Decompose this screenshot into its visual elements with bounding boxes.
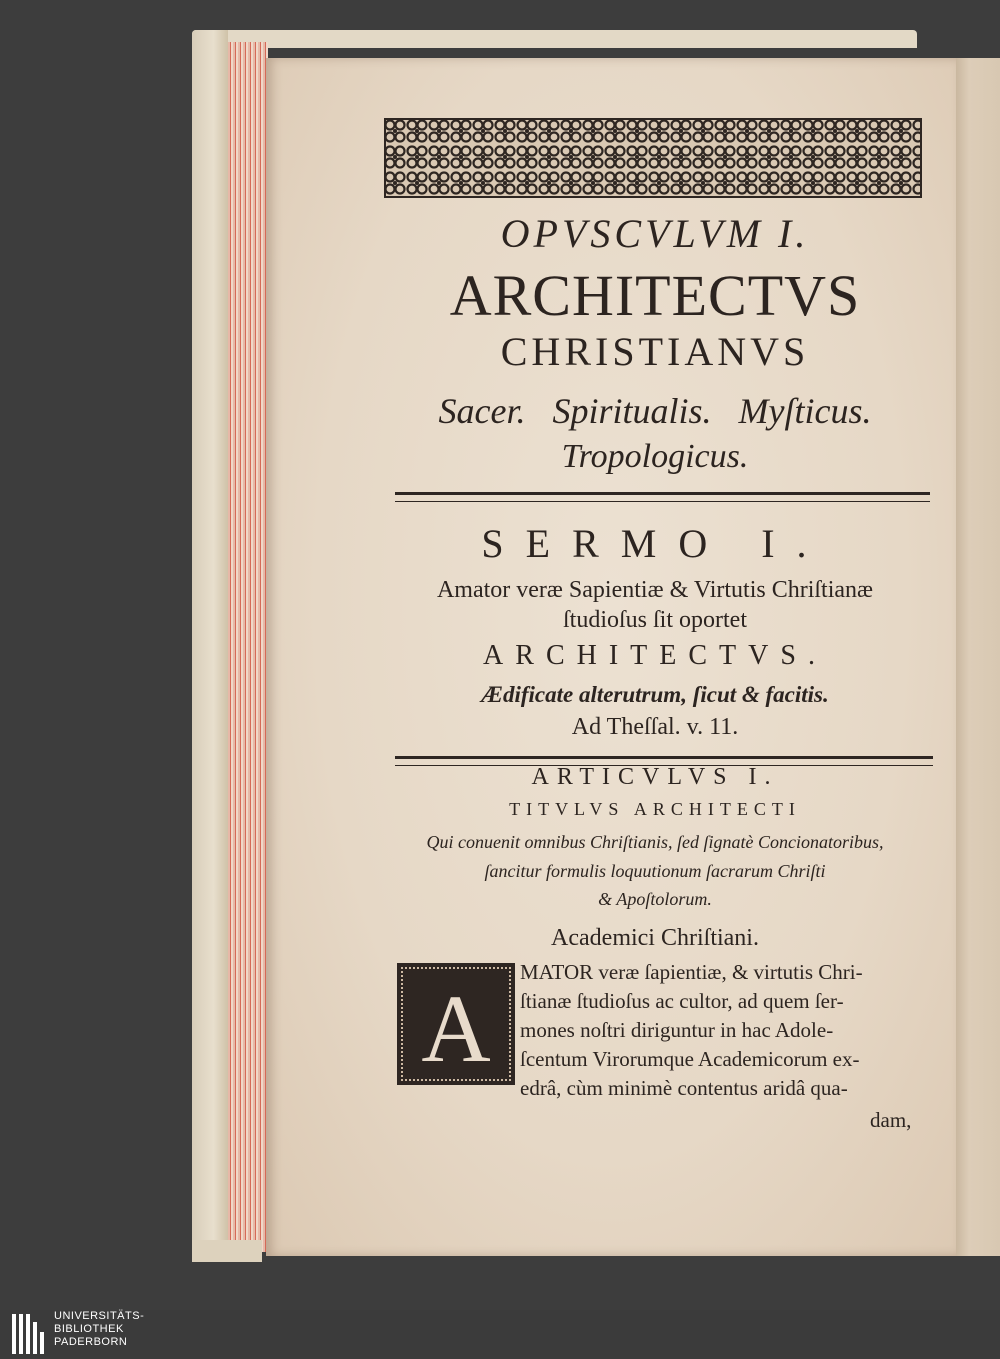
- christianus-heading: CHRISTIANVS: [500, 329, 810, 374]
- library-name-line-1: UNIVERSITÄTS-: [54, 1310, 145, 1322]
- facing-page-edge: [956, 58, 1000, 1256]
- description-line-1: Qui conuenit omnibus Chriſtianis, ſed ſignatè Concionatoribus,: [426, 832, 884, 852]
- body-line: edrâ, cùm minimè contentus aridâ qua-: [520, 1076, 848, 1100]
- description-line-2: ſancitur formulis loquutionum ſacrarum Chriſti: [484, 861, 826, 881]
- sermo-line-1: Amator veræ Sapientiæ & Virtutis Chriſtianæ: [436, 577, 874, 603]
- page-edges: [228, 42, 268, 1252]
- divider-rule: [395, 492, 930, 502]
- architectus-heading: ARCHITECTVS: [449, 263, 861, 328]
- academici-heading: Academici Chriſtiani.: [551, 925, 759, 951]
- sermo-heading: SERMO I.: [481, 521, 829, 566]
- book-cover-top: [192, 30, 917, 48]
- opusculum-heading: OPVSCVLVM I.: [500, 211, 810, 256]
- initial-letter: A: [421, 975, 491, 1082]
- library-logo-icon: [10, 1312, 46, 1356]
- catchword: dam,: [870, 1108, 912, 1132]
- decorative-headpiece: [384, 118, 922, 198]
- body-line: ſcentum Virorumque Academicorum ex-: [520, 1047, 860, 1071]
- description-line-3: & Apoſtolorum.: [598, 889, 712, 909]
- footer-bar: [0, 1310, 1000, 1359]
- scripture-reference: Ad Theſſal. v. 11.: [571, 714, 739, 740]
- titulus-heading: TITVLVS ARCHITECTI: [509, 799, 801, 819]
- book-cover-bottom: [192, 1240, 262, 1262]
- book-cover-spine: [192, 30, 228, 1260]
- library-name-line-3: PADERBORN: [54, 1336, 128, 1348]
- sermo-line-2: ſtudioſus ſit oportet: [563, 607, 747, 633]
- library-name-line-2: BIBLIOTHEK: [54, 1323, 124, 1335]
- subtitle-line-1: Sacer. Spiritualis. Myſticus.: [438, 391, 872, 431]
- scripture-quote: Ædificate alterutrum, ſicut & facitis.: [481, 682, 829, 707]
- articulus-heading: ARTICVLVS I.: [531, 764, 779, 790]
- sermo-line-3: ARCHITECTVS.: [483, 640, 827, 671]
- subtitle-line-2: Tropologicus.: [561, 438, 749, 475]
- body-line: mones noſtri diriguntur in hac Adole-: [520, 1018, 834, 1042]
- decorated-initial: [397, 963, 515, 1085]
- body-line: ſtianæ ſtudioſus ac cultor, ad quem ſer-: [520, 989, 844, 1013]
- body-line: MATOR veræ ſapientiæ, & virtutis Chri-: [520, 960, 863, 984]
- library-name: [54, 1310, 144, 1349]
